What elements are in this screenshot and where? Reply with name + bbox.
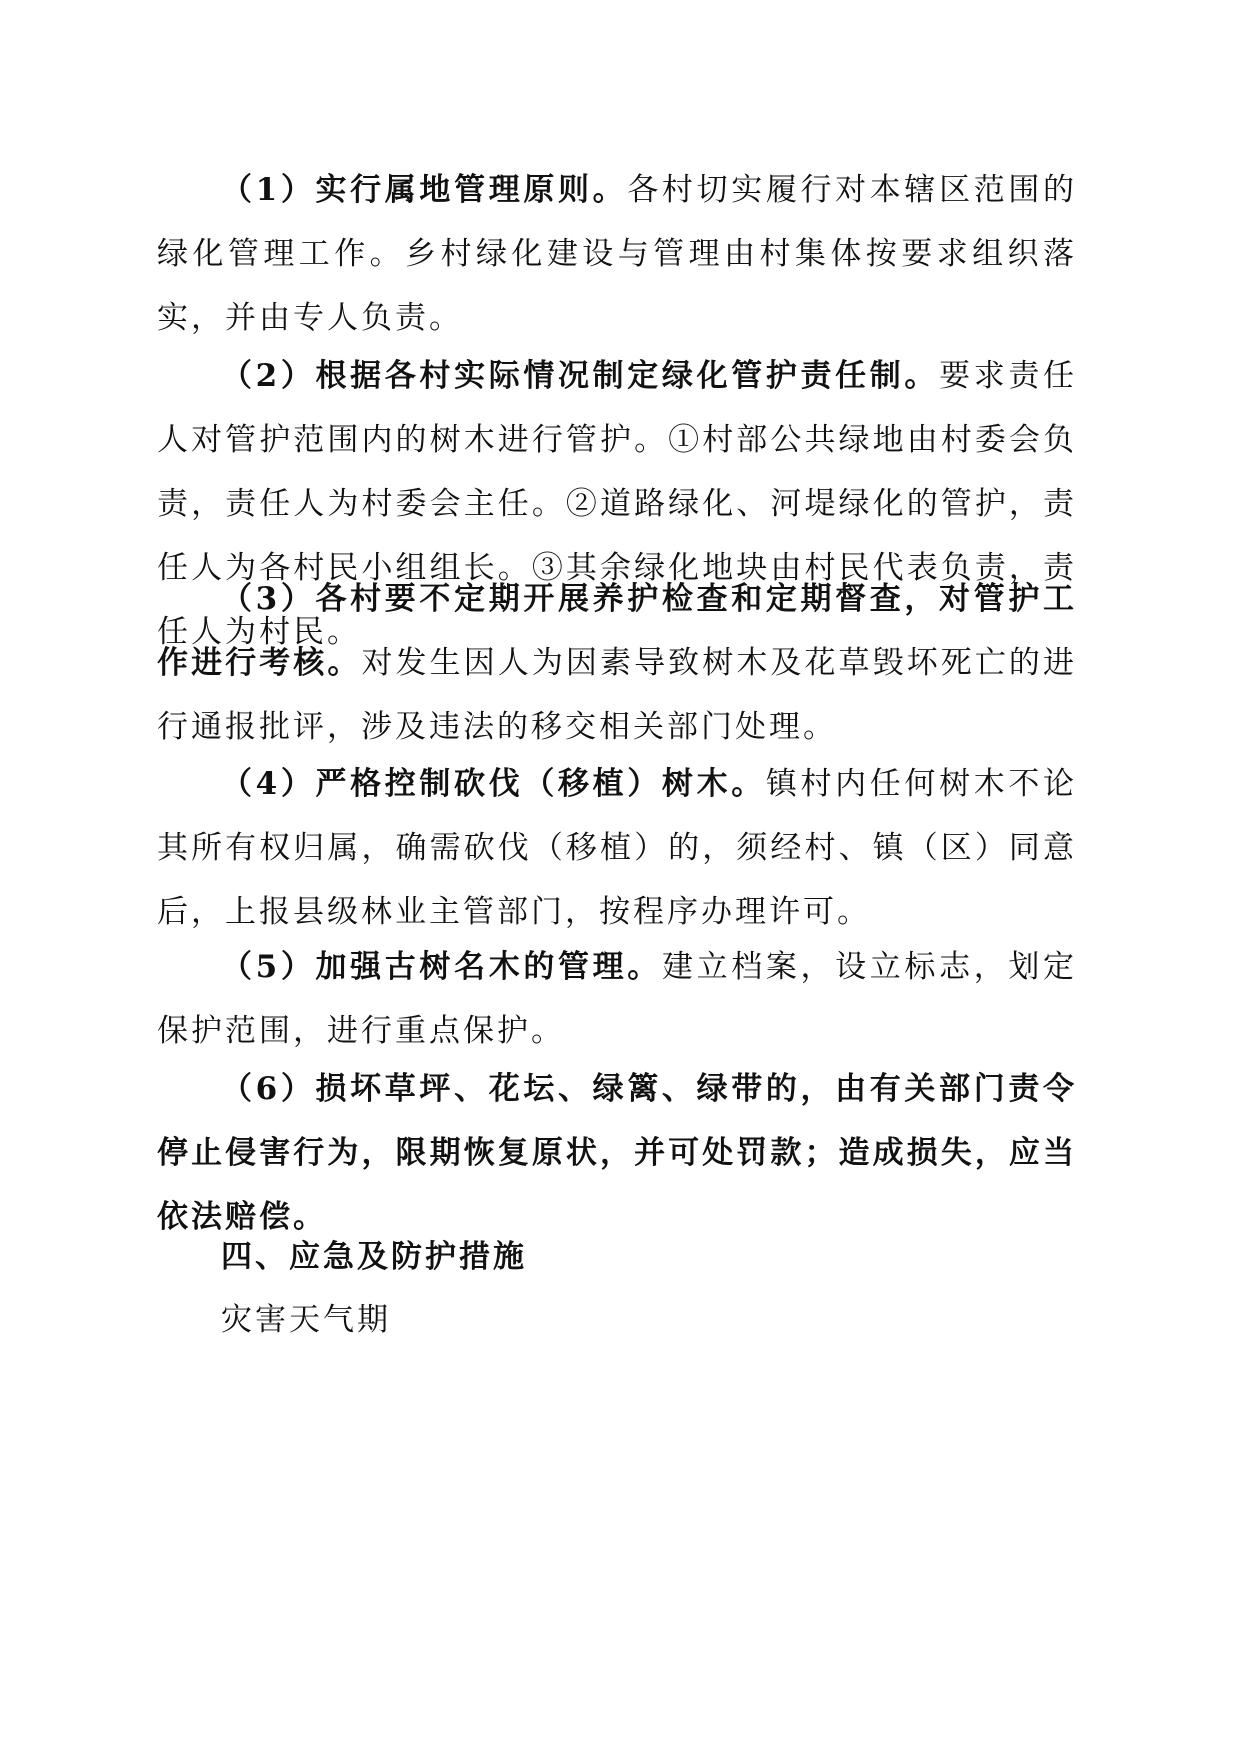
paragraph-5: [157, 935, 1077, 1063]
paragraph-6-lead: （6）损坏草坪、花坛、绿篱、绿带的，由有关部门责令停止侵害行为，限期恢复原状，并可处罚款；造成损失，应当依法赔偿。: [157, 1071, 1077, 1235]
paragraph-1-lead: （1）实行属地管理原则。: [221, 172, 628, 208]
paragraph-1: [157, 158, 1077, 350]
paragraph-2-body: 要求责任人对管护范围内的树木进行管护。①村部公共绿地由村委会负责，责任人为村委会主任。②道路绿化、河堤绿化的管护，责任人为各村民小组组长。③其余绿化地块由村民代表负责，责任人为村民。: [157, 358, 1077, 650]
paragraph-4-lead: （4）严格控制砍伐（移植）树木。: [221, 766, 766, 802]
paragraph-3: [157, 567, 1077, 759]
paragraph-3-body: 对发生因人为因素导致树木及花草毁坏死亡的进行通报批评，涉及违法的移交相关部门处理。: [157, 645, 1078, 745]
paragraph-4: [157, 752, 1077, 944]
paragraph-5-lead: （5）加强古树名木的管理。: [221, 949, 662, 985]
paragraph-2-lead: （2）根据各村实际情况制定绿化管护责任制。: [221, 358, 940, 394]
paragraph-3-lead: （3）各村要不定期开展养护检查和定期督查，对管护工作进行考核。: [157, 581, 1077, 681]
paragraph-4-body: 镇村内任何树木不论其所有权归属，确需砍伐（移植）的，须经村、镇（区）同意后，上报县级林业主管部门，按程序办理许可。: [157, 766, 1077, 930]
paragraph-6: [157, 1057, 1077, 1249]
paragraph-1-body: 各村切实履行对本辖区范围的绿化管理工作。乡村绿化建设与管理由村集体按要求组织落实，并由专人负责。: [157, 172, 1077, 336]
section-subline: 灾害天气期: [221, 1302, 391, 1338]
section-heading: 四、应急及防护措施: [221, 1239, 527, 1275]
paragraph-5-body: 建立档案，设立标志，划定保护范围，进行重点保护。: [157, 949, 1078, 1049]
